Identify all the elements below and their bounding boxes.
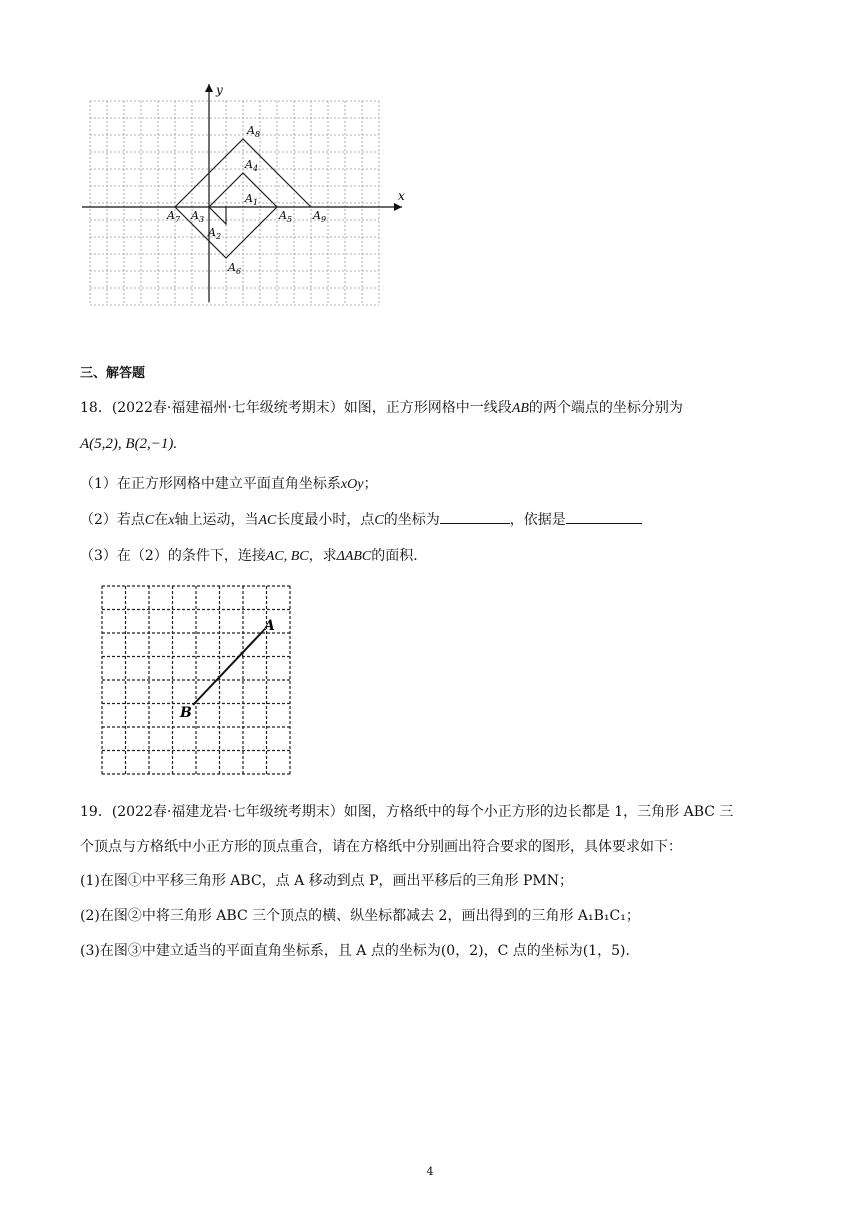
q18-part2-ac: AC xyxy=(258,513,277,528)
label-a9: $A_9$ xyxy=(313,209,327,224)
q18-part2-text-f: ，依据是 xyxy=(509,512,566,528)
q18-intro-ab: AB xyxy=(511,401,529,416)
q18-part2-text-e: 的坐标为 xyxy=(383,512,440,528)
q18-part2-c3: C xyxy=(374,513,384,528)
q18-part2 xyxy=(80,509,642,529)
label-point-a: A xyxy=(264,618,275,634)
q18-coords: A(5,2), B(2,−1). xyxy=(80,436,178,452)
q19-part3: (3)在图③中建立适当的平面直角坐标系，且 A 点的坐标为(0，2)，C 点的坐标为(1，5). xyxy=(80,943,630,959)
q18-intro xyxy=(80,397,683,417)
label-a1: $A_1$ xyxy=(245,192,259,207)
answer-blank-reason[interactable] xyxy=(566,509,642,524)
q18-part3-text-b: ，求 xyxy=(308,548,337,564)
q18-intro-text-1: 18．(2022春·福建福州·七年级统考期末）如图，正方形网格中一线段 xyxy=(80,400,512,416)
q18-part2-c: C xyxy=(144,513,155,528)
q18-part3-abc: ΔABC xyxy=(336,549,372,564)
label-a7: $A_7$ xyxy=(167,209,181,224)
figure-segment-svg xyxy=(96,580,296,780)
q18-part2-x: x xyxy=(168,513,175,528)
q18-part1-xoy: xOy xyxy=(340,477,364,492)
q18-part1-text: （1）在正方形网格中建立平面直角坐标系 xyxy=(80,476,341,492)
label-a3: $A_3$ xyxy=(191,209,205,224)
q18-part1-end: ； xyxy=(363,476,378,492)
label-a5: $A_5$ xyxy=(279,209,293,224)
q18-part2-text-b: 在 xyxy=(154,512,169,528)
segment-ab xyxy=(193,630,264,705)
q18-part2-text-c: 轴上运动，当 xyxy=(174,512,259,528)
x-axis-label: x xyxy=(398,189,405,203)
q18-part2-text-a: （2）若点 xyxy=(80,512,145,528)
q18-intro-text-2: 的两个端点的坐标分别为 xyxy=(528,400,683,416)
y-axis-arrow xyxy=(205,84,213,92)
label-a4: $A_4$ xyxy=(245,158,259,173)
label-a8: $A_8$ xyxy=(247,124,261,139)
page-number: 4 xyxy=(426,1165,434,1178)
label-point-b: B xyxy=(180,705,192,721)
q19-part1: (1)在图①中平移三角形 ABC，点 A 移动到点 P，画出平移后的三角形 PMN； xyxy=(80,873,573,889)
q18-part3-text-a: （3）在（2）的条件下，连接 xyxy=(80,548,266,564)
q18-part2-text-d: 长度最小时，点 xyxy=(276,512,375,528)
x-axis-arrow xyxy=(394,203,402,211)
y-axis-label: y xyxy=(216,83,223,97)
section-title: 三、解答题 xyxy=(80,366,146,381)
q18-part1 xyxy=(80,473,377,493)
q19-intro-2: 个顶点与方格纸中小正方形的顶点重合，请在方格纸中分别画出符合要求的图形，具体要求如下： xyxy=(80,839,682,855)
q18-part3-acbc: AC, BC xyxy=(265,549,309,564)
q18-part3-text-c: 的面积. xyxy=(371,548,418,564)
label-a6: $A_6$ xyxy=(228,261,242,276)
label-a2: $A_2$ xyxy=(208,226,222,241)
q18-part3 xyxy=(80,545,418,565)
answer-blank-coordinate[interactable] xyxy=(440,509,510,524)
figure-segment-ab xyxy=(96,580,296,784)
figure-coordinate-svg xyxy=(80,80,410,310)
figure-coordinate-squares xyxy=(80,80,410,314)
q19-intro-1: 19．(2022春·福建龙岩·七年级统考期末）如图，方格纸中的每个小正方形的边长都是 1，三角形 ABC 三 xyxy=(80,804,734,820)
q19-part2: (2)在图②中将三角形 ABC 三个顶点的横、纵坐标都减去 2，画出得到的三角形 A₁B₁C₁； xyxy=(80,908,640,924)
